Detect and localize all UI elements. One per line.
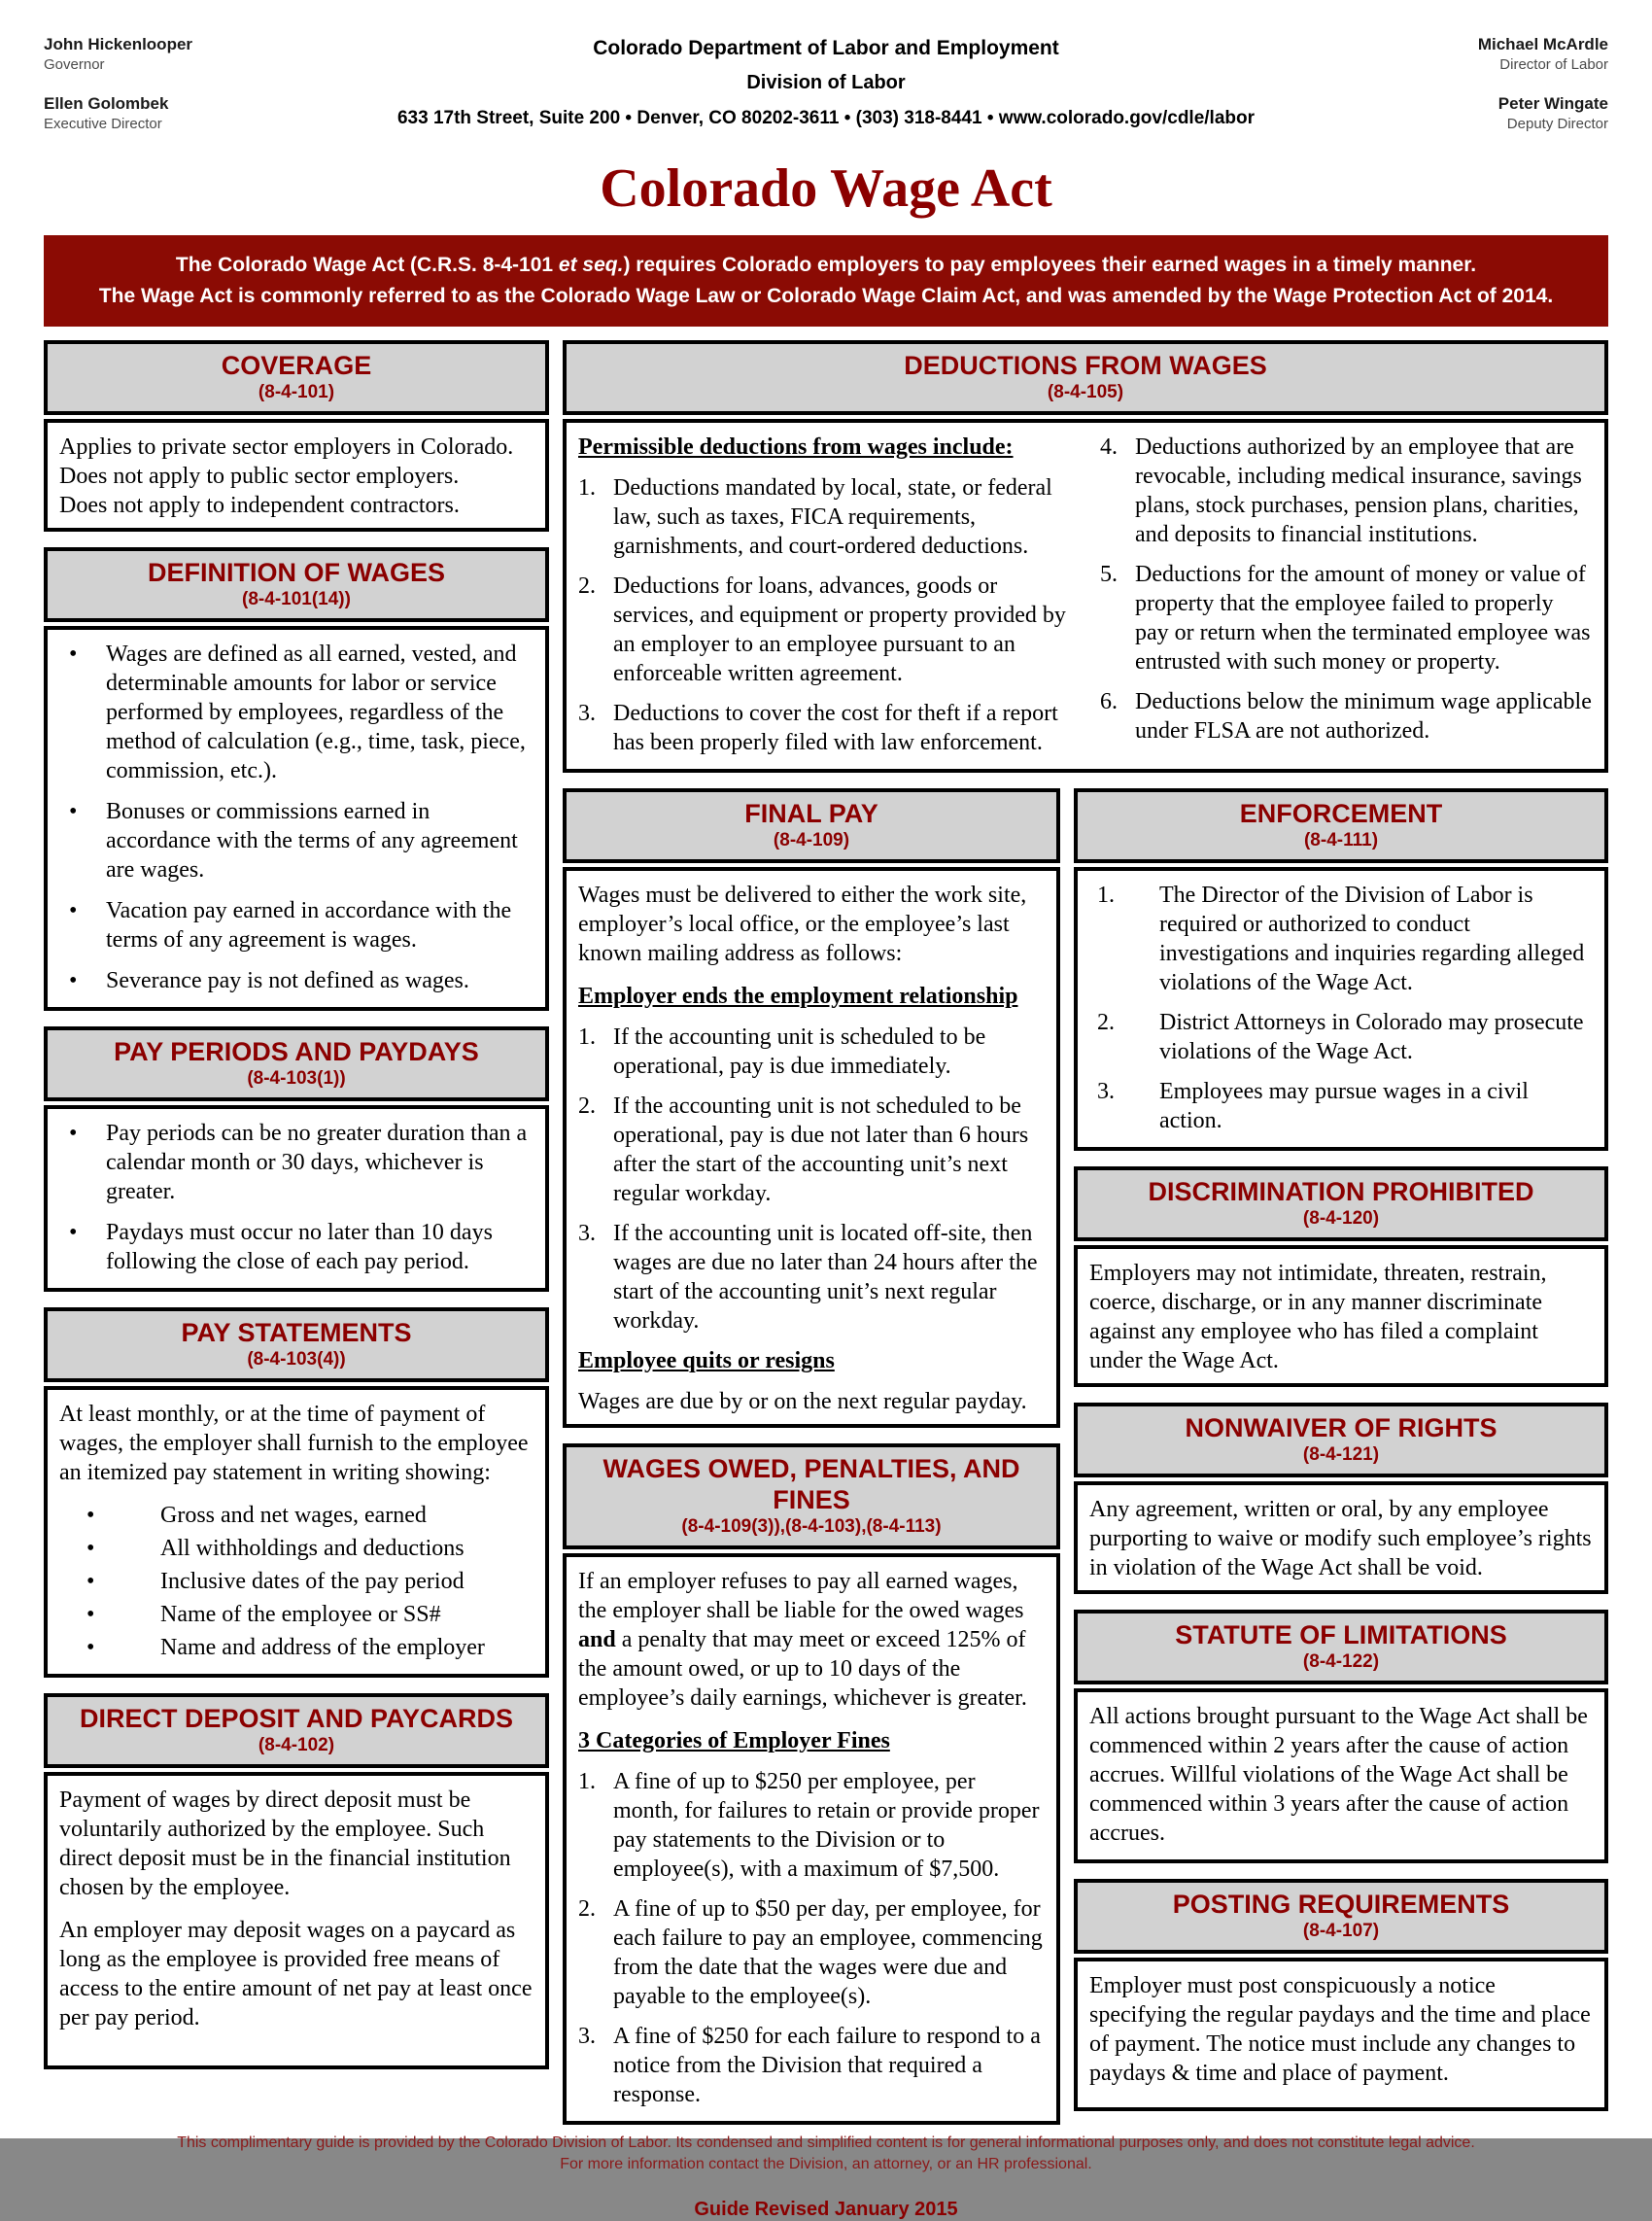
column-right xyxy=(1074,788,1608,2125)
section-pay-statements xyxy=(44,1307,549,1678)
official-title: Executive Director xyxy=(44,116,162,132)
section-title: DIRECT DEPOSIT AND PAYCARDS xyxy=(79,1704,514,1733)
numbered-item xyxy=(1100,687,1593,746)
address-line: 633 17th Street, Suite 200 • Denver, CO 80202-3611 • (303) 318-8441 • www.colorado.gov/cdle/labor xyxy=(396,108,1256,128)
bullet-item xyxy=(59,1218,533,1276)
section-discrimination xyxy=(1074,1166,1608,1387)
item-text: If the accounting unit is scheduled to be operational, pay is due immediately. xyxy=(613,1024,986,1079)
bullet-item xyxy=(59,1501,533,1530)
section-header xyxy=(1074,1403,1608,1477)
department-name: Colorado Department of Labor and Employment xyxy=(593,37,1059,59)
section-direct-deposit xyxy=(44,1693,549,2069)
official-name: John Hickenlooper xyxy=(44,35,193,53)
numbered-item xyxy=(578,1219,1045,1336)
official-title: Deputy Director xyxy=(1506,116,1608,132)
bullet-text: • Name and address of the employer xyxy=(160,1635,485,1660)
bullet-text: • Gross and net wages, earned xyxy=(160,1503,427,1528)
section-wages-owed xyxy=(563,1443,1060,2125)
section-body xyxy=(44,1386,549,1678)
section-nonwaiver xyxy=(1074,1403,1608,1594)
section-final-pay xyxy=(563,788,1060,1428)
section-title: PAY PERIODS AND PAYDAYS xyxy=(114,1037,479,1066)
numbered-item xyxy=(1100,560,1593,677)
official-director-of-labor xyxy=(1346,35,1608,73)
letterhead-left xyxy=(44,35,306,154)
section-body xyxy=(1074,1958,1608,2111)
bullet-text: • Paydays must occur no later than 10 days following the close of each pay period. xyxy=(106,1220,493,1274)
statute-ref: (8-4-107) xyxy=(1302,1921,1380,1941)
official-name: Michael McArdle xyxy=(1477,35,1608,53)
statute-ref: (8-4-121) xyxy=(1302,1444,1380,1465)
deductions-right-column xyxy=(1100,433,1593,761)
numbered-item xyxy=(1089,1077,1593,1135)
item-number: 1. xyxy=(578,1024,596,1050)
section-header xyxy=(563,1443,1060,1549)
official-deputy-director xyxy=(1346,94,1608,132)
official-name: Peter Wingate xyxy=(1497,94,1608,113)
banner-line-1-post: ) requires Colorado employers to pay employees their earned wages in a timely manner. xyxy=(623,254,1477,276)
section-title: COVERAGE xyxy=(221,351,372,380)
item-text: A fine of up to $250 per employee, per month, for failures to retain or provide proper pay statements to the Division or to employee(s), with a maximum of $7,500. xyxy=(613,1769,1040,1882)
section-header xyxy=(1074,1610,1608,1684)
text-line: Applies to private sector employers in Colorado. xyxy=(59,434,514,460)
bullet-item xyxy=(59,1119,533,1206)
bullet-item xyxy=(59,797,533,885)
item-number: 2. xyxy=(578,1896,596,1922)
section-header xyxy=(44,1693,549,1768)
footer xyxy=(44,2133,1608,2221)
section-body xyxy=(563,1553,1060,2125)
numbered-item xyxy=(1089,881,1593,997)
numbered-item xyxy=(578,1092,1045,1208)
text-line: Wages are due by or on the next regular payday. xyxy=(578,1389,1027,1414)
intro-banner xyxy=(44,235,1608,327)
section-header xyxy=(44,340,549,415)
item-text: Deductions to cover the cost for theft if a report has been properly filed with law enforcement. xyxy=(613,701,1058,755)
item-text: Deductions for loans, advances, goods or services, and equipment or property provided by an employer to an employee pursuant to an enforceable written agreement. xyxy=(613,573,1066,686)
statute-ref: (8-4-109) xyxy=(773,830,850,850)
section-body xyxy=(44,626,549,1011)
intro-text xyxy=(578,1567,1045,1713)
item-text: A fine of $250 for each failure to respond to a notice from the Division that required a response. xyxy=(613,2024,1041,2107)
section-body xyxy=(1074,867,1608,1151)
subheading: 3 Categories of Employer Fines xyxy=(578,1728,890,1753)
section-title: POSTING REQUIREMENTS xyxy=(1172,1890,1510,1919)
item-number: 1. xyxy=(578,475,596,501)
intro-text: At least monthly, or at the time of payment of wages, the employer shall furnish to the employee an itemized pay statement in writing showing: xyxy=(59,1402,529,1485)
section-body xyxy=(44,1105,549,1292)
bullet-text: • Wages are defined as all earned, vested, and determinable amounts for labor or service performed by employees, regardless of the method of calculation (e.g., time, task, piece, commission, etc.). xyxy=(106,642,526,783)
deductions-left-column xyxy=(578,433,1071,761)
item-number: 3. xyxy=(1097,1079,1115,1104)
bullet-item xyxy=(59,1633,533,1662)
item-text: Deductions mandated by local, state, or federal law, such as taxes, FICA requirements, garnishments, and court-ordered deductions. xyxy=(613,475,1052,559)
numbered-item xyxy=(1089,1008,1593,1066)
item-number: 6. xyxy=(1100,689,1118,714)
official-title: Director of Labor xyxy=(1499,56,1608,73)
banner-line-2: The Wage Act is commonly referred to as the Colorado Wage Law or Colorado Wage Claim Act, and was amended by the Wage Protection Act of 2014. xyxy=(98,285,1554,307)
section-body xyxy=(44,1772,549,2069)
content-grid xyxy=(44,340,1608,2125)
paragraph: An employer may deposit wages on a paycard as long as the employee is provided free means of access to the entire amount of net pay at least once per pay period. xyxy=(59,1918,533,2030)
item-number: 2. xyxy=(1097,1010,1115,1035)
official-governor xyxy=(44,35,306,73)
item-number: 3. xyxy=(578,2024,596,2049)
subheading: Permissible deductions from wages include: xyxy=(578,434,1014,460)
intro-pre: If an employer refuses to pay all earned wages, the employer shall be liable for the owed wages xyxy=(578,1569,1024,1623)
banner-line-1 xyxy=(73,250,1579,281)
item-text: Deductions authorized by an employee that are revocable, including medical insurance, savings plans, stock purchases, pension plans, charities, and deposits to financial institutions. xyxy=(1135,434,1582,547)
intro-bold: and xyxy=(578,1627,616,1652)
numbered-item xyxy=(578,2022,1045,2109)
paragraph: Payment of wages by direct deposit must be voluntarily authorized by the employee. Such direct deposit must be in the financial institution chosen by the employee. xyxy=(59,1787,511,1900)
section-header xyxy=(44,1307,549,1382)
numbered-item xyxy=(578,1767,1045,1884)
section-title: DEFINITION OF WAGES xyxy=(147,558,445,587)
bullet-text: • Vacation pay earned in accordance with the terms of any agreement is wages. xyxy=(106,898,512,953)
statute-ref: (8-4-122) xyxy=(1302,1651,1380,1672)
statute-ref: (8-4-103(1)) xyxy=(247,1068,346,1089)
numbered-item xyxy=(578,1023,1045,1081)
text-line: Does not apply to independent contractors. xyxy=(59,493,460,518)
item-text: Deductions below the minimum wage applicable under FLSA are not authorized. xyxy=(1135,689,1592,744)
statute-ref: (8-4-120) xyxy=(1302,1208,1380,1229)
section-header xyxy=(44,547,549,622)
section-deductions xyxy=(563,340,1608,773)
item-number: 2. xyxy=(578,573,596,599)
section-header xyxy=(44,1026,549,1101)
section-body xyxy=(44,419,549,532)
numbered-item xyxy=(578,572,1071,688)
item-text: District Attorneys in Colorado may prosecute violations of the Wage Act. xyxy=(1159,1010,1584,1064)
item-text: The Director of the Division of Labor is required or authorized to conduct investigations and inquiries regarding alleged violations of the Wage Act. xyxy=(1159,883,1585,995)
section-body xyxy=(1074,1245,1608,1387)
section-posting-requirements xyxy=(1074,1879,1608,2111)
text-line: Does not apply to public sector employers. xyxy=(59,464,460,489)
bullet-item xyxy=(59,640,533,785)
column-middle xyxy=(563,788,1060,2125)
item-text: If the accounting unit is located off-site, then wages are due no later than 24 hours after the start of the accounting unit’s next regular workday. xyxy=(613,1221,1038,1334)
item-number: 5. xyxy=(1100,562,1118,587)
section-pay-periods xyxy=(44,1026,549,1292)
bullet-text: • Name of the employee or SS# xyxy=(160,1602,441,1627)
section-definition-of-wages xyxy=(44,547,549,1011)
page-title: Colorado Wage Act xyxy=(600,158,1052,219)
item-number: 3. xyxy=(578,1221,596,1246)
letterhead xyxy=(44,35,1608,154)
subheading: Employee quits or resigns xyxy=(578,1348,835,1373)
banner-line-1-pre: The Colorado Wage Act (C.R.S. 8-4-101 xyxy=(175,254,559,276)
bullet-text: • Severance pay is not defined as wages. xyxy=(106,968,469,993)
item-number: 2. xyxy=(578,1093,596,1119)
paragraph: Employer must post conspicuously a notice specifying the regular paydays and the time and place of payment. The notice must include any changes to paydays & time and place of payment. xyxy=(1089,1973,1591,2086)
section-statute-of-limitations xyxy=(1074,1610,1608,1863)
item-number: 1. xyxy=(578,1769,596,1794)
bullet-item xyxy=(59,1567,533,1596)
intro-post: a penalty that may meet or exceed 125% of the amount owed, or up to 10 days of the employee’s daily earnings, whichever is greater. xyxy=(578,1627,1027,1711)
official-title: Governor xyxy=(44,56,105,73)
official-executive-director xyxy=(44,94,306,132)
bullet-item xyxy=(59,1600,533,1629)
section-title: WAGES OWED, PENALTIES, AND FINES xyxy=(602,1454,1020,1514)
paragraph: Any agreement, written or oral, by any employee purporting to waive or modify such employee’s rights in violation of the Wage Act shall be void. xyxy=(1089,1497,1592,1580)
section-coverage xyxy=(44,340,549,532)
bullet-item xyxy=(59,896,533,954)
statute-ref: (8-4-109(3)),(8-4-103),(8-4-113) xyxy=(681,1516,942,1537)
lower-columns xyxy=(563,788,1608,2125)
item-text: If the accounting unit is not scheduled to be operational, pay is due not later than 6 hours after the start of the accounting unit’s next regular workday. xyxy=(613,1093,1029,1206)
column-left xyxy=(44,340,549,2125)
intro-text: Wages must be delivered to either the work site, employer’s local office, or the employee’s last known mailing address as follows: xyxy=(578,883,1027,966)
bullet-item xyxy=(59,1534,533,1563)
letterhead-right xyxy=(1346,35,1608,154)
section-title: STATUTE OF LIMITATIONS xyxy=(1175,1620,1507,1649)
deductions-columns xyxy=(578,433,1593,761)
numbered-item xyxy=(578,1894,1045,2011)
disclaimer-line-1: This complimentary guide is provided by the Colorado Division of Labor. Its condensed and simplified content is for general informational purposes only, and does not constitute legal advice. xyxy=(177,2134,1475,2151)
subheading: Employer ends the employment relationship xyxy=(578,984,1018,1009)
item-number: 1. xyxy=(1097,883,1115,908)
statute-ref: (8-4-103(4)) xyxy=(247,1349,346,1370)
paragraph: All actions brought pursuant to the Wage Act shall be commenced within 2 years after the cause of action accrues. Willful violations of the Wage Act shall be commenced within 3 years after the cause of action accrues. xyxy=(1089,1704,1588,1846)
item-text: Employees may pursue wages in a civil action. xyxy=(1159,1079,1529,1133)
statute-ref: (8-4-101) xyxy=(258,382,335,402)
numbered-item xyxy=(578,699,1071,757)
column-main xyxy=(563,340,1608,2125)
bullet-item xyxy=(59,966,533,995)
section-body xyxy=(563,419,1608,773)
paragraph: Employers may not intimidate, threaten, restrain, coerce, discharge, or in any manner discriminate against any employee who has filed a complaint under the Wage Act. xyxy=(1089,1261,1547,1373)
division-name: Division of Labor xyxy=(746,72,906,93)
item-text: A fine of up to $50 per day, per employee, for each failure to pay an employee, commencing from the date that the wages were due and payable to the employee(s). xyxy=(613,1896,1043,2009)
statute-ref: (8-4-101(14)) xyxy=(242,589,351,609)
section-header xyxy=(1074,1879,1608,1954)
numbered-item xyxy=(1100,433,1593,549)
section-title: DISCRIMINATION PROHIBITED xyxy=(1148,1177,1534,1206)
section-header xyxy=(1074,1166,1608,1241)
section-enforcement xyxy=(1074,788,1608,1151)
section-title: PAY STATEMENTS xyxy=(181,1318,412,1347)
section-body xyxy=(1074,1688,1608,1863)
item-number: 3. xyxy=(578,701,596,726)
bullet-text: • All withholdings and deductions xyxy=(160,1536,465,1561)
statute-ref: (8-4-102) xyxy=(258,1735,335,1755)
section-title: FINAL PAY xyxy=(744,799,878,828)
section-title: DEDUCTIONS FROM WAGES xyxy=(904,351,1267,380)
disclaimer-line-2: For more information contact the Division, an attorney, or an HR professional. xyxy=(560,2156,1092,2172)
section-title: ENFORCEMENT xyxy=(1239,799,1443,828)
statute-ref: (8-4-111) xyxy=(1303,830,1379,850)
numbered-item xyxy=(578,473,1071,561)
bullet-text: • Bonuses or commissions earned in accordance with the terms of any agreement are wages. xyxy=(106,799,518,883)
item-number: 4. xyxy=(1100,434,1118,460)
section-header xyxy=(563,788,1060,863)
revision-date: Guide Revised January 2015 xyxy=(694,2199,958,2220)
bullet-text: • Inclusive dates of the pay period xyxy=(160,1569,465,1594)
statute-ref: (8-4-105) xyxy=(1047,382,1124,402)
bullet-text: • Pay periods can be no greater duration than a calendar month or 30 days, whichever is greater. xyxy=(106,1121,528,1204)
section-header xyxy=(563,340,1608,415)
section-header xyxy=(1074,788,1608,863)
banner-line-1-italic: et seq. xyxy=(558,254,624,276)
section-body xyxy=(563,867,1060,1428)
section-title: NONWAIVER OF RIGHTS xyxy=(1185,1413,1497,1442)
official-name: Ellen Golombek xyxy=(44,94,169,113)
item-text: Deductions for the amount of money or value of property that the employee failed to properly pay or return when the terminated employee was entrusted with such money or property. xyxy=(1135,562,1591,675)
section-body xyxy=(1074,1481,1608,1594)
letterhead-center xyxy=(306,35,1346,129)
